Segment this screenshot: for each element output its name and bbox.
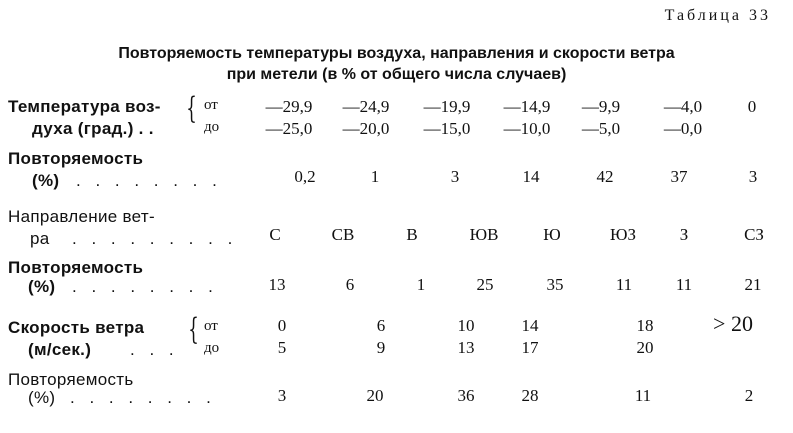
- temp-to-value: —10,0: [503, 119, 551, 138]
- dir-freq-label-line-1: Повторяемость: [8, 258, 144, 277]
- speed-to-value: 20: [636, 338, 654, 357]
- speed-to-value: 13: [457, 338, 475, 357]
- temp-from-value: —9,9: [581, 97, 621, 116]
- speed-label-line-1: Скорость ветра: [8, 318, 145, 337]
- leader-dots: . . . . . . . .: [70, 388, 216, 407]
- temp-to-value: —25,0: [265, 119, 313, 138]
- direction-value: В: [406, 225, 418, 244]
- temp-to-value: —15,0: [423, 119, 471, 138]
- table-title-line-1: Повторяемость температуры воздуха, направления и скорости ветра: [118, 45, 675, 62]
- table-title-line-2: при метели (в % от общего числа случаев): [226, 66, 567, 83]
- direction-value: С: [269, 225, 281, 244]
- temp-label-line-2: духа (град.) . .: [32, 119, 154, 138]
- temp-freq-value: 37: [670, 167, 688, 186]
- temp-freq-value: 14: [522, 167, 540, 186]
- speed-from-value: 18: [636, 316, 654, 335]
- dir-freq-value: 25: [476, 275, 494, 294]
- leader-dots: . . . . . . . .: [76, 171, 222, 190]
- temp-freq-value: 3: [748, 167, 758, 186]
- temp-to-value: —20,0: [342, 119, 390, 138]
- direction-value: СЗ: [744, 225, 764, 244]
- direction-value: Ю: [543, 225, 561, 244]
- dir-freq-value: 11: [675, 275, 693, 294]
- leader-dots: . . .: [130, 340, 179, 359]
- dir-freq-value: 6: [345, 275, 355, 294]
- speed-from-label: от: [204, 318, 218, 334]
- speed-freq-value: 3: [277, 386, 287, 405]
- dir-freq-value: 21: [744, 275, 762, 294]
- temp-from-value: —24,9: [342, 97, 390, 116]
- speed-from-value: 6: [376, 316, 386, 335]
- direction-label-line-2: ра: [30, 229, 50, 248]
- dir-freq-value: 1: [416, 275, 426, 294]
- direction-value: СВ: [331, 225, 355, 244]
- speed-from-value: 0: [277, 316, 287, 335]
- temp-from-label: от: [204, 97, 218, 113]
- speed-to-value: 5: [277, 338, 287, 357]
- direction-label-line-1: Направление вет-: [8, 207, 155, 226]
- table-number: Таблица 33: [664, 7, 771, 24]
- dir-freq-value: 13: [268, 275, 286, 294]
- temp-freq-label-line-1: Повторяемость: [8, 149, 144, 168]
- temp-from-value: —4,0: [663, 97, 703, 116]
- speed-from-value: > 20: [713, 311, 753, 336]
- leader-dots: . . . . . . . .: [72, 277, 218, 296]
- temp-freq-label-line-2: (%): [32, 171, 60, 190]
- dir-freq-label-line-2: (%): [28, 277, 56, 296]
- speed-to-value: 9: [376, 338, 386, 357]
- speed-freq-value: 11: [634, 386, 652, 405]
- dir-freq-value: 35: [546, 275, 564, 294]
- speed-freq-value: 20: [366, 386, 384, 405]
- speed-freq-value: 28: [521, 386, 539, 405]
- direction-value: ЮЗ: [610, 225, 636, 244]
- speed-freq-label-line-1: Повторяемость: [8, 370, 134, 389]
- speed-from-value: 10: [457, 316, 475, 335]
- temp-brace: {: [186, 91, 197, 126]
- temp-freq-value: 1: [370, 167, 380, 186]
- direction-value: ЮВ: [469, 225, 499, 244]
- speed-brace: {: [188, 312, 199, 347]
- temp-freq-value: 0,2: [294, 167, 316, 186]
- temp-to-label: до: [204, 119, 220, 135]
- speed-to-label: до: [204, 340, 220, 356]
- temp-from-value: —14,9: [503, 97, 551, 116]
- temp-to-value: —5,0: [581, 119, 621, 138]
- speed-to-value: 17: [521, 338, 539, 357]
- temp-from-value: —19,9: [423, 97, 471, 116]
- temp-from-value: —29,9: [265, 97, 313, 116]
- speed-label-line-2: (м/сек.): [28, 340, 92, 359]
- leader-dots: . . . . . . . . .: [72, 229, 238, 248]
- direction-value: З: [679, 225, 689, 244]
- temp-label-line-1: Температура воз-: [8, 97, 161, 116]
- temp-freq-value: 42: [596, 167, 614, 186]
- temp-to-value: —0,0: [663, 119, 703, 138]
- speed-freq-value: 36: [457, 386, 475, 405]
- temp-from-value: 0: [747, 97, 757, 116]
- dir-freq-value: 11: [615, 275, 633, 294]
- temp-freq-value: 3: [450, 167, 460, 186]
- speed-freq-value: 2: [744, 386, 754, 405]
- speed-freq-label-line-2: (%): [28, 388, 56, 407]
- speed-from-value: 14: [521, 316, 539, 335]
